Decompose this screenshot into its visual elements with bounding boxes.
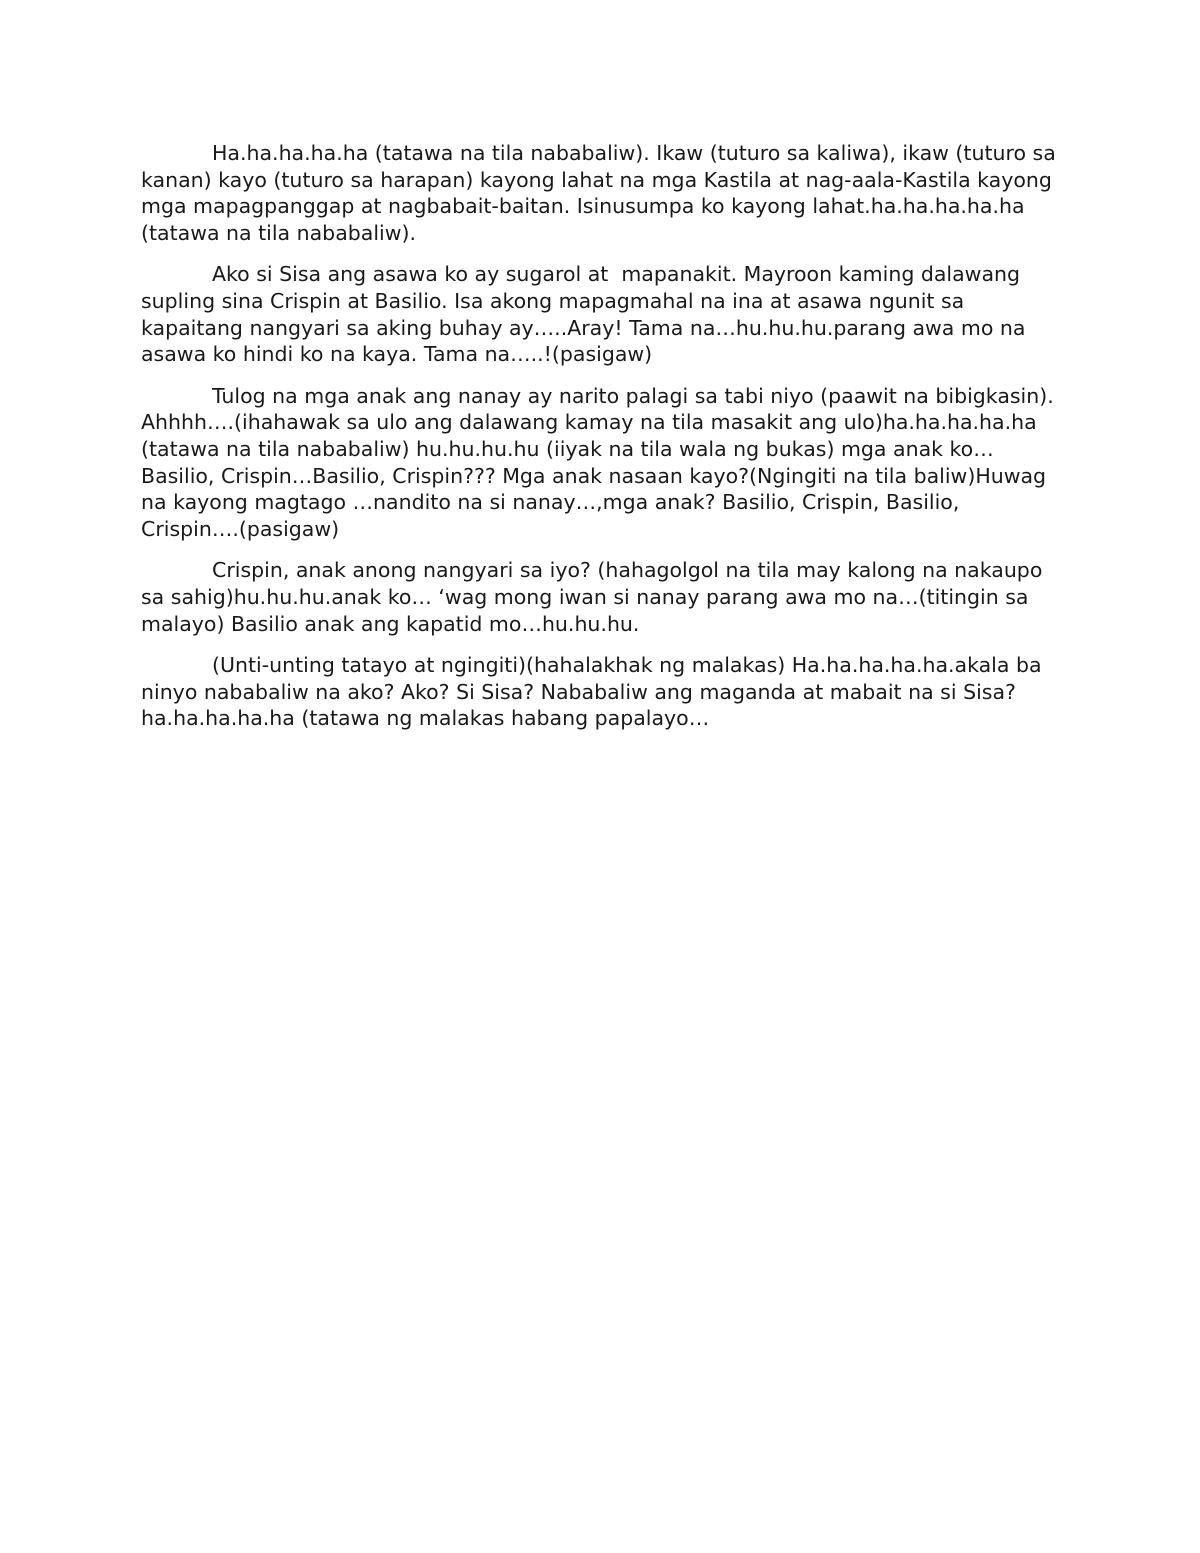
paragraph-5: (Unti-unting tatayo at ngingiti)(hahalakhak ng malakas) Ha.ha.ha.ha.ha.akala ba ninyo nababaliw na ako? Ako? Si Sisa? Nababaliw ang maganda at mabait na si Sisa?ha.ha.ha.ha.ha (tatawa ng malakas habang papalayo… <box>141 653 1049 731</box>
paragraph-4: Crispin, anak anong nangyari sa iyo? (hahagolgol na tila may kalong na nakaupo sa sahig)hu.hu.hu.anak ko… ‘wag mong iwan si nanay parang awa mo na…(titingin sa malayo) Basilio anak ang kapatid mo…hu.hu.hu. <box>141 558 1049 636</box>
document-body <box>141 140 1061 747</box>
paragraph-3: Tulog na mga anak ang nanay ay narito palagi sa tabi niyo (paawit na bibigkasin). Ahhhh….(ihahawak sa ulo ang dalawang kamay na tila masakit ang ulo)ha.ha.ha.ha.ha (tatawa na tila nababaliw) hu.hu.hu.hu (iiyak na tila wala ng bukas) mga anak ko…Basilio, Crispin…Basilio, Crispin??? Mga anak nasaan kayo?(Ngingiti na tila baliw)Huwag na kayong magtago …nandito na si nanay…,mga anak? Basilio, Crispin, Basilio, Crispin….(pasigaw) <box>141 383 1061 541</box>
paragraph-2: Ako si Sisa ang asawa ko ay sugarol at mapanakit. Mayroon kaming dalawang supling sina Crispin at Basilio. Isa akong mapagmahal na ina at asawa ngunit sa kapaitang nangyari sa aking buhay ay…..Aray! Tama na…hu.hu.hu.parang awa mo na asawa ko hindi ko na kaya. Tama na…..!(pasigaw) <box>141 262 1032 367</box>
paragraph-1: Ha.ha.ha.ha.ha (tatawa na tila nababaliw). Ikaw (tuturo sa kaliwa), ikaw (tuturo sa kanan) kayo (tuturo sa harapan) kayong lahat na mga Kastila at nag-aala-Kastila kayong mga mapagpanggap at nagbabait-baitan. Isinusumpa ko kayong lahat.ha.ha.ha.ha.ha (tatawa na tila nababaliw). <box>141 141 1063 245</box>
